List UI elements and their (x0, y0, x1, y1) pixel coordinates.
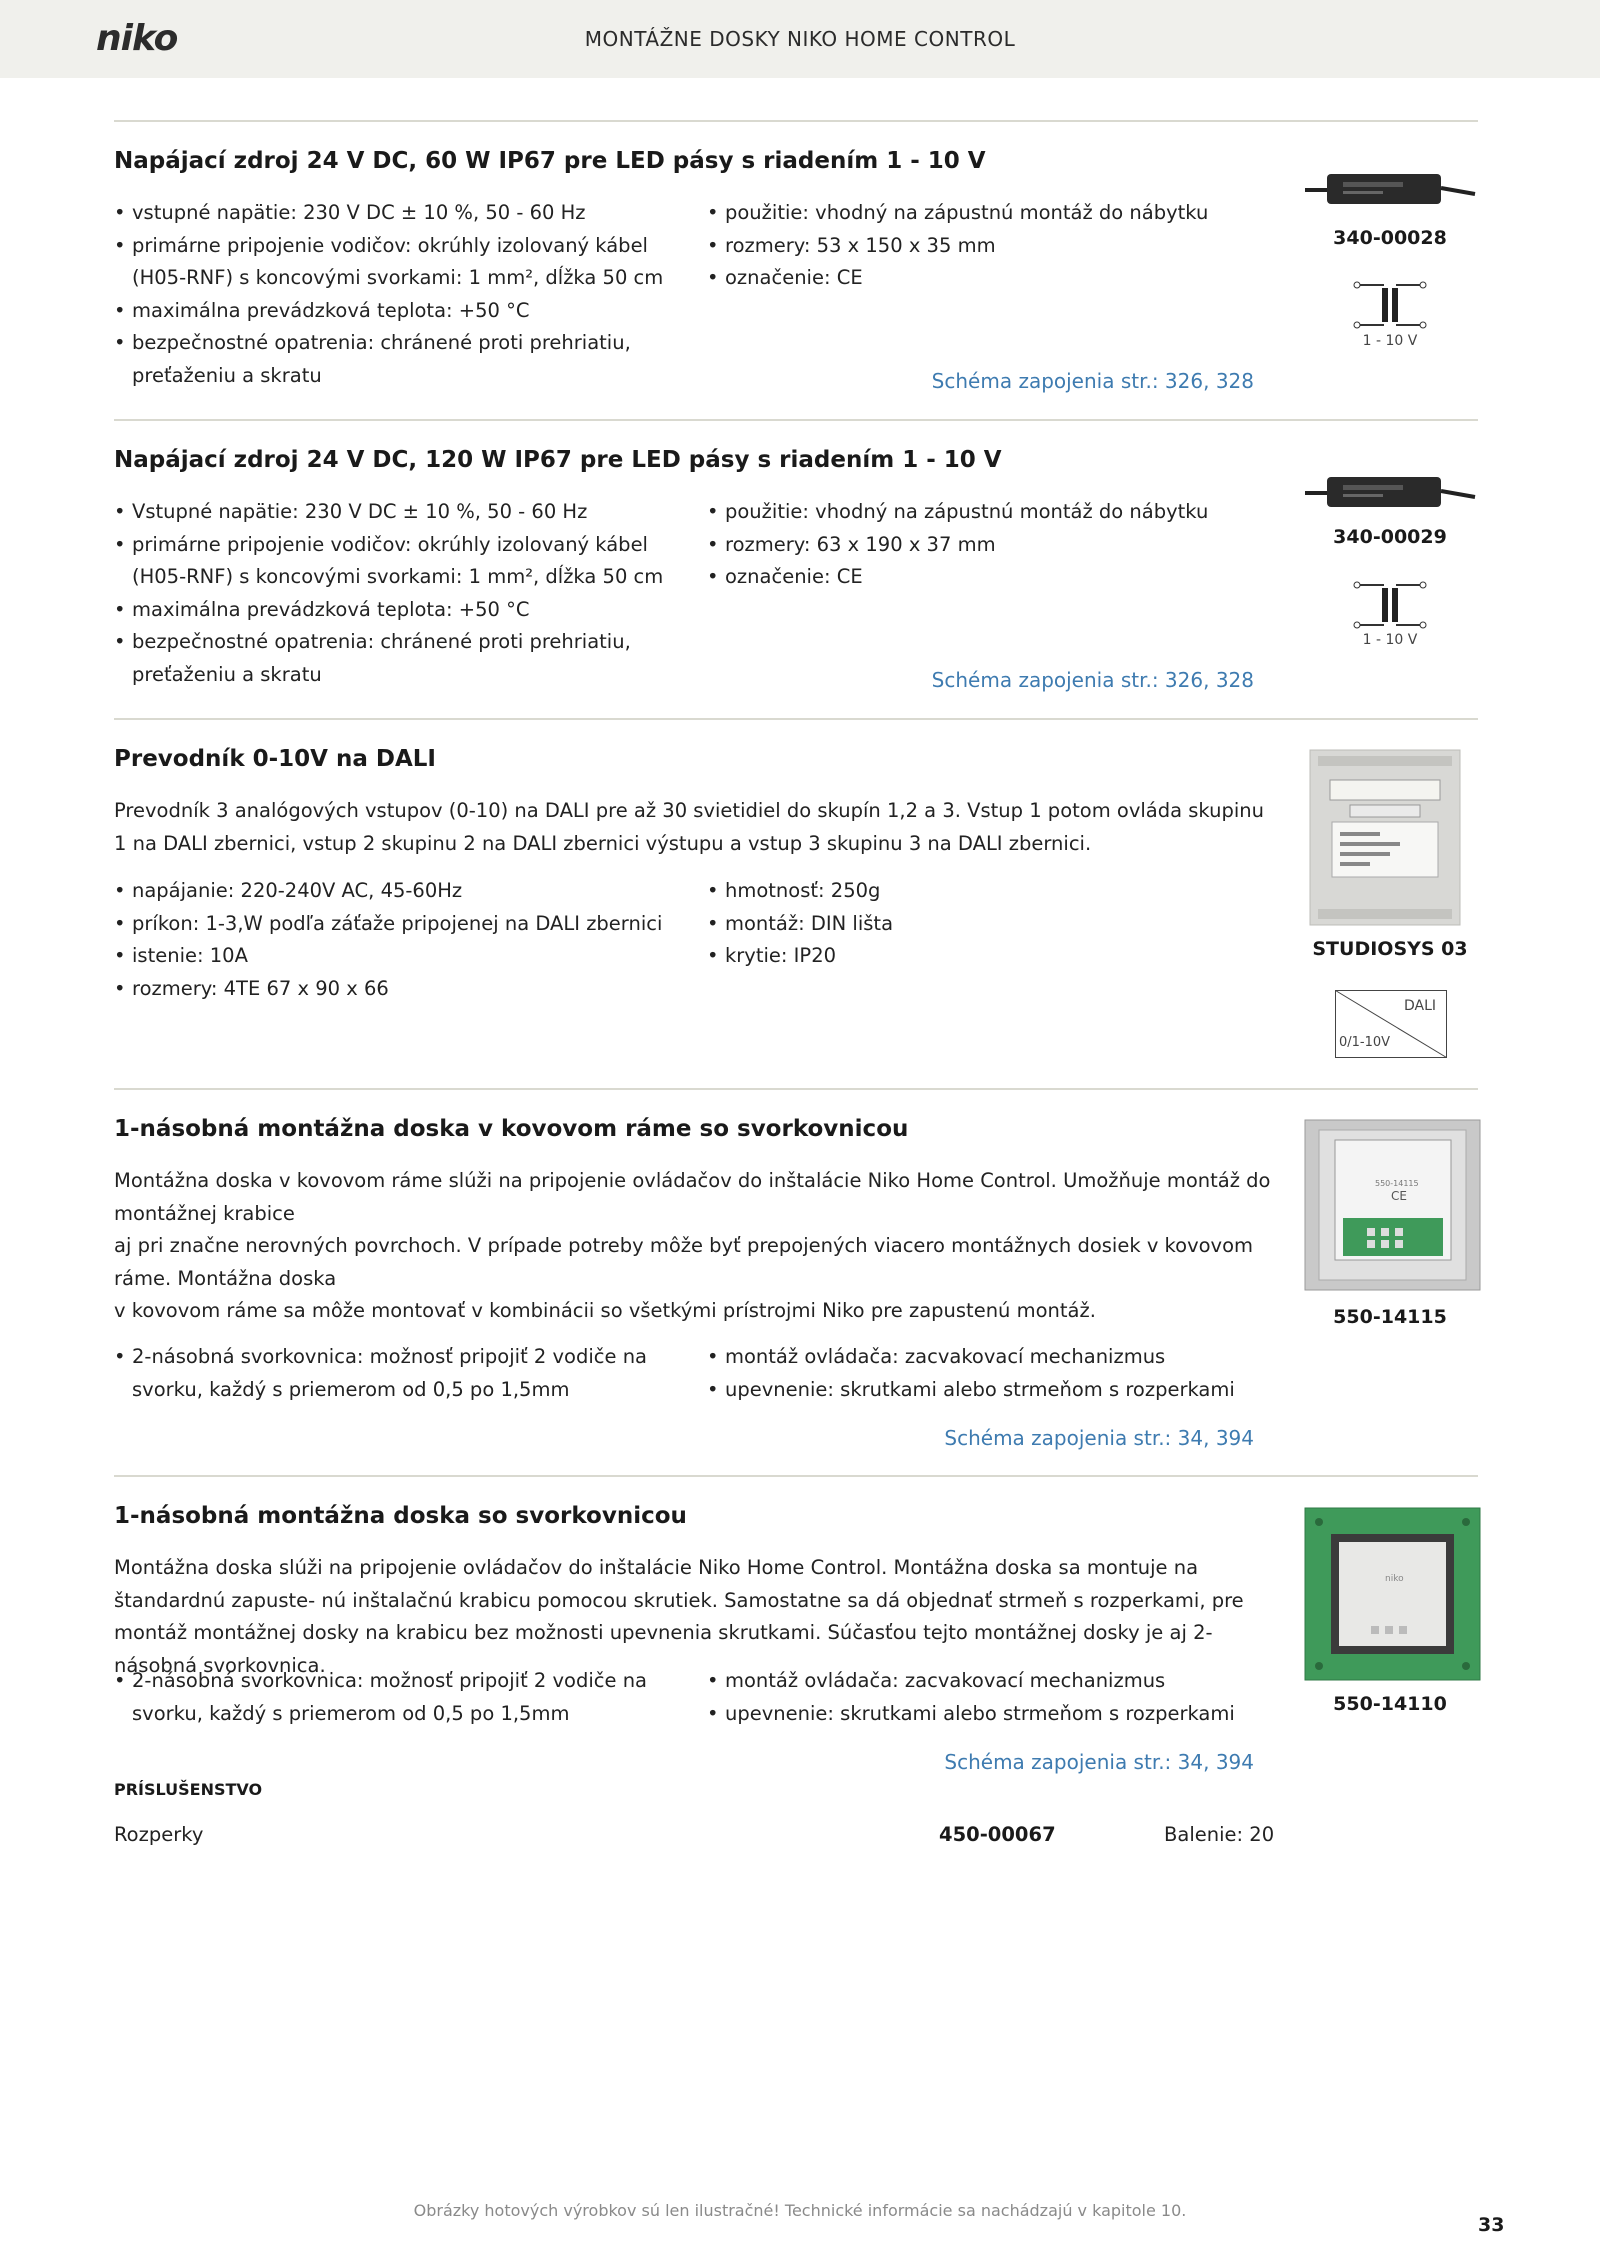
spec-item: • bezpečnostné opatrenia: chránené proti prehriatiu, preťaženiu a skratu (114, 626, 674, 691)
divider (114, 1475, 1478, 1477)
product-code: 550-14110 (1333, 1693, 1447, 1715)
spec-item: • montáž ovládača: zacvakovací mechanizmus (707, 1665, 1267, 1698)
spec-item: • napájanie: 220-240V AC, 45-60Hz (114, 875, 674, 908)
product-description-line: v kovovom ráme sa môže montovať v kombinácii so všetkými prístrojmi Niko pre zapustenú montáž. (114, 1299, 1096, 1322)
spec-item: • primárne pripojenie vodičov: okrúhly izolovaný kábel (H05-RNF) s koncovými svorkami: 1 mm², dĺžka 50 cm (114, 230, 674, 295)
product-title: Napájací zdroj 24 V DC, 60 W IP67 pre LED pásy s riadením 1 - 10 V (114, 148, 986, 174)
spec-item: • označenie: CE (707, 561, 1267, 594)
wiring-schema-link[interactable]: Schéma zapojenia str.: 34, 394 (944, 1426, 1254, 1450)
spec-item: • 2-násobná svorkovnica: možnosť pripojiť 2 vodiče na svorku, každý s priemerom od 0,5 po 1,5mm (114, 1341, 674, 1406)
product-description: Montážna doska slúži na pripojenie ovládačov do inštalácie Niko Home Control. Montážna doska sa montuje na štandardnú zapuste- nú inštalačnú krabicu pomocou skrutiek. Samostatne sa dá objednať strmeň s rozperkami, pre montáž montážnej dosky na krabicu bez možnosti upevnenia skrutkami. Súčasťou tejto montážnej dosky je aj 2-násobná svorkovnica. (114, 1556, 1244, 1677)
transformer-symbol (1352, 580, 1428, 630)
spec-item: • označenie: CE (707, 262, 1267, 295)
metal-frame-plate-image (1305, 1120, 1480, 1290)
spec-item: • použitie: vhodný na zápustnú montáž do nábytku (707, 496, 1267, 529)
ce-mark: CE (1391, 1189, 1407, 1203)
spec-item: • primárne pripojenie vodičov: okrúhly izolovaný kábel (H05-RNF) s koncovými svorkami: 1 mm², dĺžka 50 cm (114, 529, 674, 594)
spec-item: • rozmery: 4TE 67 x 90 x 66 (114, 973, 674, 1006)
spec-item: • vstupné napätie: 230 V DC ± 10 %, 50 - 60 Hz (114, 197, 674, 230)
symbol-label-input: 0/1-10V (1339, 1035, 1391, 1050)
plate-label: niko (1385, 1574, 1404, 1584)
spec-list-right (707, 197, 1267, 295)
spec-item: • istenie: 10A (114, 940, 674, 973)
accessory-pack: Balenie: 20 (1164, 1823, 1275, 1846)
spec-item: • 2-násobná svorkovnica: možnosť pripojiť 2 vodiče na svorku, každý s priemerom od 0,5 po 1,5mm (114, 1665, 674, 1730)
spec-item: • montáž: DIN lišta (707, 908, 1267, 941)
spec-item: • Vstupné napätie: 230 V DC ± 10 %, 50 - 60 Hz (114, 496, 674, 529)
accessories-heading: PRÍSLUŠENSTVO (114, 1780, 263, 1799)
symbol-label: 1 - 10 V (1362, 333, 1418, 349)
spec-list-left (114, 197, 674, 392)
divider (114, 718, 1478, 720)
divider (114, 419, 1478, 421)
product-title: 1-násobná montážna doska so svorkovnicou (114, 1503, 687, 1529)
plate-label: 550-14115 (1375, 1179, 1419, 1188)
spec-item: • upevnenie: skrutkami alebo strmeňom s rozperkami (707, 1374, 1267, 1407)
spec-list-right (707, 1341, 1267, 1406)
wiring-schema-link[interactable]: Schéma zapojenia str.: 34, 394 (944, 1750, 1254, 1774)
product-code: 340-00028 (1333, 227, 1447, 249)
product-title: Prevodník 0-10V na DALI (114, 746, 436, 772)
spec-item: • rozmery: 63 x 190 x 37 mm (707, 529, 1267, 562)
product-description-line: Montážna doska v kovovom ráme slúži na pripojenie ovládačov do inštalácie Niko Home Control. Umožňuje montáž do montážnej krabice (114, 1169, 1271, 1225)
divider (114, 1088, 1478, 1090)
spec-item: • použitie: vhodný na zápustnú montáž do nábytku (707, 197, 1267, 230)
spec-item: • rozmery: 53 x 150 x 35 mm (707, 230, 1267, 263)
spec-list-left (114, 1665, 674, 1730)
accessory-name: Rozperky (114, 1823, 204, 1846)
spec-list-left (114, 496, 674, 691)
spec-list-left (114, 1341, 674, 1406)
product-code: 340-00029 (1333, 526, 1447, 548)
spec-list-right (707, 1665, 1267, 1730)
mounting-plate-image (1305, 1508, 1480, 1680)
spec-item: • maximálna prevádzková teplota: +50 °C (114, 295, 674, 328)
spec-item: • hmotnosť: 250g (707, 875, 1267, 908)
product-description: Prevodník 3 analógových vstupov (0-10) na DALI pre až 30 svietidiel do skupín 1,2 a 3. Vstup 1 potom ovláda skupinu 1 na DALI zbernici, vstup 2 skupinu 2 na DALI zbernici výstupu a vstup 3 skupinu 3 na DALI zbernici. (114, 799, 1264, 855)
product-description-line: aj pri značne nerovných povrchoch. V prípade potreby môže byť prepojených viacero montážnych dosiek v kovovom ráme. Montážna doska (114, 1234, 1254, 1290)
wiring-schema-link[interactable]: Schéma zapojenia str.: 326, 328 (931, 668, 1254, 692)
spec-item: • montáž ovládača: zacvakovací mechanizmus (707, 1341, 1267, 1374)
din-module-image (1310, 750, 1460, 925)
spec-item: • príkon: 1-3,W podľa záťaže pripojenej na DALI zbernici (114, 908, 674, 941)
product-title: Napájací zdroj 24 V DC, 120 W IP67 pre LED pásy s riadením 1 - 10 V (114, 447, 1002, 473)
led-driver-image (1305, 473, 1475, 513)
product-code: STUDIOSYS 03 (1312, 938, 1468, 960)
spec-item: • bezpečnostné opatrenia: chránené proti prehriatiu, preťaženiu a skratu (114, 327, 674, 392)
symbol-label-dali: DALI (1403, 998, 1437, 1014)
transformer-symbol (1352, 280, 1428, 330)
page-title: MONTÁŽNE DOSKY NIKO HOME CONTROL (584, 27, 1016, 51)
divider (114, 120, 1478, 122)
spec-list-left (114, 875, 674, 1005)
product-code: 550-14115 (1333, 1306, 1447, 1328)
spec-item: • upevnenie: skrutkami alebo strmeňom s rozperkami (707, 1698, 1267, 1731)
page-number: 33 (1478, 2214, 1505, 2236)
product-title: 1-násobná montážna doska v kovovom ráme so svorkovnicou (114, 1116, 909, 1142)
spec-list-right (707, 875, 1267, 973)
led-driver-image (1305, 170, 1475, 210)
accessory-code: 450-00067 (939, 1823, 1056, 1846)
footer-note: Obrázky hotových výrobkov sú len ilustračné! Technické informácie sa nachádzajú v kapitole 10. (413, 2201, 1187, 2220)
wiring-schema-link[interactable]: Schéma zapojenia str.: 326, 328 (931, 369, 1254, 393)
spec-item: • krytie: IP20 (707, 940, 1267, 973)
spec-list-right (707, 496, 1267, 594)
spec-item: • maximálna prevádzková teplota: +50 °C (114, 594, 674, 627)
symbol-label: 1 - 10 V (1362, 632, 1418, 648)
niko-logo: niko (96, 18, 178, 59)
